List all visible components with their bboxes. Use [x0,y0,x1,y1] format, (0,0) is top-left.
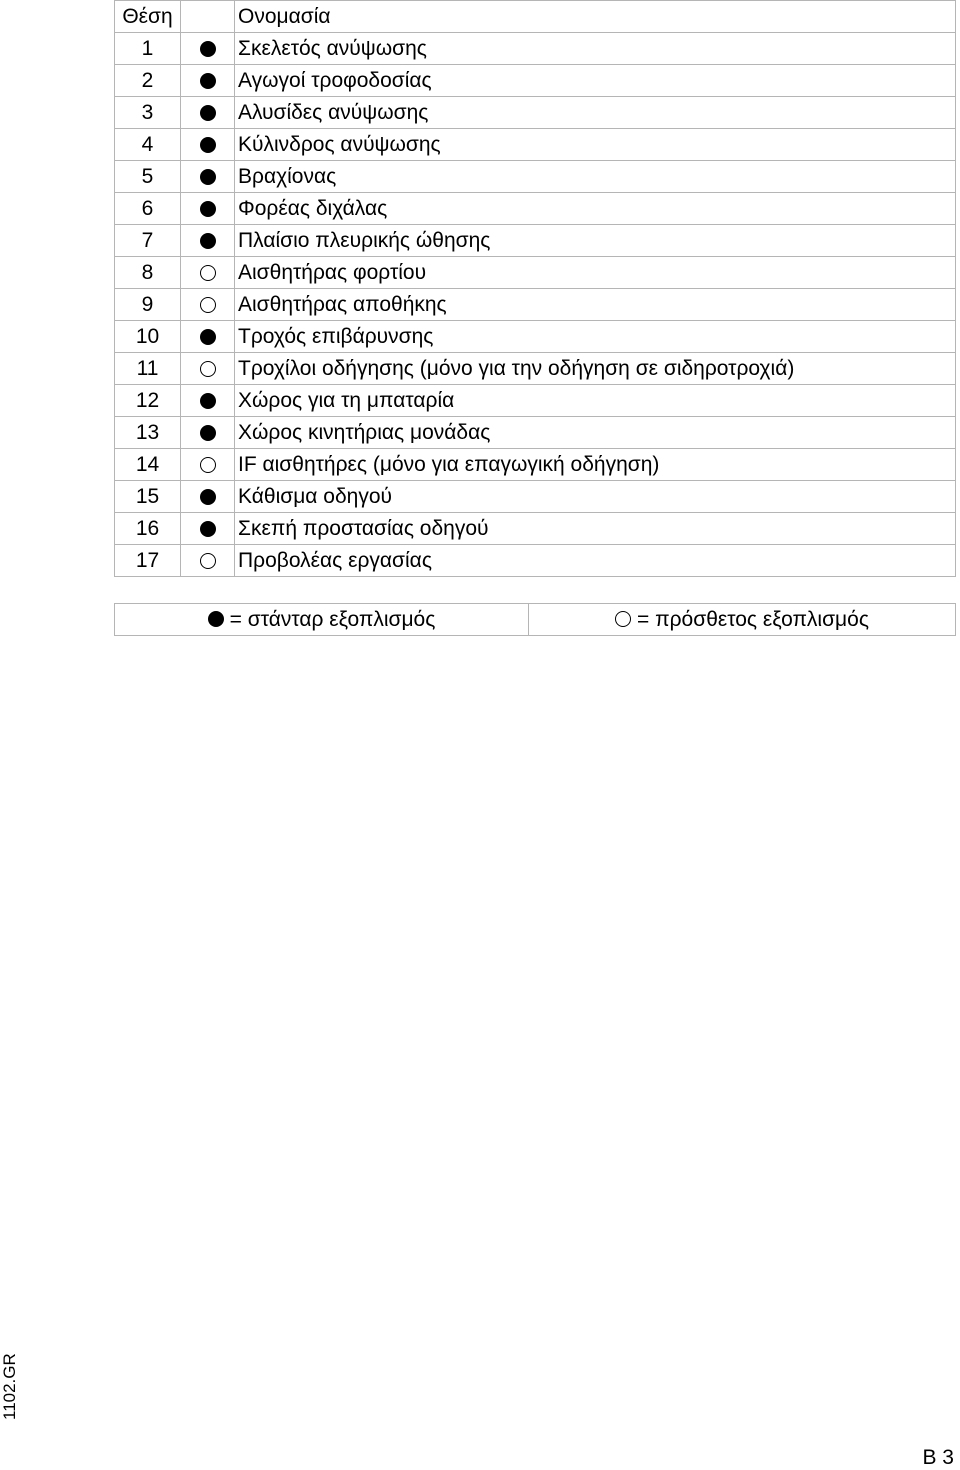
filled-circle-icon [200,201,216,217]
row-mark [181,545,235,577]
row-name: IF αισθητήρες (μόνο για επαγωγική οδήγηση) [235,449,956,481]
filled-circle-icon [200,233,216,249]
row-mark [181,289,235,321]
table-row [115,385,956,417]
row-position: 2 [115,65,181,97]
table-row [115,513,956,545]
legend-optional-label: = πρόσθετος εξοπλισμός [637,608,869,631]
table-row [115,161,956,193]
table-row [115,225,956,257]
parts-table-body [115,1,956,577]
row-name: Βραχίονας [235,161,956,193]
row-mark [181,161,235,193]
row-mark [181,225,235,257]
row-mark [181,353,235,385]
row-position: 9 [115,289,181,321]
row-position: 8 [115,257,181,289]
row-name: Αγωγοί τροφοδοσίας [235,65,956,97]
row-name: Κάθισμα οδηγού [235,481,956,513]
table-row [115,449,956,481]
doc-code-text: 1102.GR [0,1353,19,1420]
row-mark [181,65,235,97]
hollow-circle-icon [200,553,216,569]
table-row [115,257,956,289]
table-row [115,193,956,225]
row-mark [181,97,235,129]
row-name: Κύλινδρος ανύψωσης [235,129,956,161]
row-name: Αισθητήρας φορτίου [235,257,956,289]
row-name: Τροχίλοι οδήγησης (μόνο για την οδήγηση σε σιδηροτροχιά) [235,353,956,385]
row-position: 4 [115,129,181,161]
table-row [115,97,956,129]
row-position: 1 [115,33,181,65]
hollow-circle-icon [200,361,216,377]
row-mark [181,193,235,225]
row-position: 7 [115,225,181,257]
row-mark [181,481,235,513]
row-position: 3 [115,97,181,129]
row-position: 13 [115,417,181,449]
legend-table [114,603,956,636]
filled-circle-icon [200,169,216,185]
table-header-row [115,1,956,33]
hollow-circle-icon [615,611,631,627]
filled-circle-icon [200,137,216,153]
filled-circle-icon [200,521,216,537]
filled-circle-icon [200,329,216,345]
table-row [115,321,956,353]
filled-circle-icon [200,41,216,57]
legend-standard [115,604,529,636]
table-row [115,481,956,513]
parts-table [114,0,956,577]
hollow-circle-icon [200,297,216,313]
row-name: Χώρος για τη μπαταρία [235,385,956,417]
filled-circle-icon [200,105,216,121]
row-position: 5 [115,161,181,193]
row-name: Προβολέας εργασίας [235,545,956,577]
row-position: 6 [115,193,181,225]
table-row [115,289,956,321]
filled-circle-icon [200,73,216,89]
filled-circle-icon [200,393,216,409]
filled-circle-icon [200,425,216,441]
row-name: Σκεπή προστασίας οδηγού [235,513,956,545]
table-row [115,353,956,385]
row-mark [181,385,235,417]
row-position: 11 [115,353,181,385]
row-position: 12 [115,385,181,417]
table-row [115,33,956,65]
row-mark [181,257,235,289]
row-position: 16 [115,513,181,545]
page-number: B 3 [922,1446,954,1469]
row-position: 10 [115,321,181,353]
row-mark [181,129,235,161]
row-name: Τροχός επιβάρυνσης [235,321,956,353]
legend-standard-label: = στάνταρ εξοπλισμός [229,608,436,631]
row-mark [181,417,235,449]
header-position: Θέση [115,1,181,33]
row-name: Πλαίσιο πλευρικής ώθησης [235,225,956,257]
row-mark [181,449,235,481]
row-position: 15 [115,481,181,513]
table-row [115,129,956,161]
hollow-circle-icon [200,457,216,473]
header-name: Ονομασία [235,1,956,33]
filled-circle-icon [200,489,216,505]
legend-row [115,604,956,636]
row-name: Χώρος κινητήριας μονάδας [235,417,956,449]
row-mark [181,321,235,353]
row-name: Φορέας διχάλας [235,193,956,225]
row-name: Αλυσίδες ανύψωσης [235,97,956,129]
row-mark [181,33,235,65]
table-row [115,417,956,449]
table-row [115,545,956,577]
legend-optional [529,604,956,636]
row-mark [181,513,235,545]
row-position: 14 [115,449,181,481]
header-mark [181,1,235,33]
row-name: Σκελετός ανύψωσης [235,33,956,65]
hollow-circle-icon [200,265,216,281]
table-row [115,65,956,97]
row-position: 17 [115,545,181,577]
filled-circle-icon [208,611,224,627]
row-name: Αισθητήρας αποθήκης [235,289,956,321]
